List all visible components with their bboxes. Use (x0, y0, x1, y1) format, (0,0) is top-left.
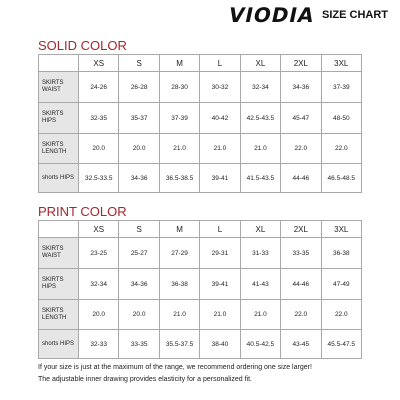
header-corner (39, 221, 79, 238)
table-cell: 30-32 (200, 72, 240, 103)
table-cell: 32-33 (79, 330, 119, 359)
table-cell: 46.5-48.5 (321, 164, 361, 193)
table-cell: 29-31 (200, 238, 240, 269)
solid-color-table (38, 54, 362, 193)
table-cell: 27-29 (159, 238, 199, 269)
table-cell: 33-35 (281, 238, 321, 269)
size-header: S (119, 55, 159, 72)
size-header: 3XL (321, 221, 361, 238)
size-header: L (200, 221, 240, 238)
table-cell: 20.0 (79, 300, 119, 330)
table-cell: 32-34 (79, 269, 119, 300)
table-cell: 43-45 (281, 330, 321, 359)
table-cell: 39-41 (200, 164, 240, 193)
table-row (39, 164, 362, 193)
table-cell: 22.0 (281, 134, 321, 164)
size-header: XL (240, 55, 280, 72)
table-cell: 21.0 (200, 134, 240, 164)
table-cell: 32-35 (79, 103, 119, 134)
table-cell: 32.5-33.5 (79, 164, 119, 193)
size-note (38, 362, 378, 386)
table-cell: 21.0 (200, 300, 240, 330)
table-cell: 35.5-37.5 (159, 330, 199, 359)
row-label: shorts HIPS (39, 164, 79, 193)
size-header: 2XL (281, 55, 321, 72)
size-header: L (200, 55, 240, 72)
table-cell: 24-26 (79, 72, 119, 103)
table-cell: 37-39 (159, 103, 199, 134)
table-cell: 25-27 (119, 238, 159, 269)
size-chart-label: SIZE CHART (322, 9, 388, 21)
table-cell: 35-37 (119, 103, 159, 134)
table-cell: 41-43 (240, 269, 280, 300)
table-cell: 22.0 (281, 300, 321, 330)
table-row (39, 72, 362, 103)
size-header: M (159, 221, 199, 238)
table-cell: 42.5-43.5 (240, 103, 280, 134)
table-cell: 45-47 (281, 103, 321, 134)
table-cell: 20.0 (119, 134, 159, 164)
row-label: SKIRTS LENGTH (39, 300, 79, 330)
table-cell: 20.0 (119, 300, 159, 330)
table-row (39, 269, 362, 300)
table-row (39, 330, 362, 359)
table-cell: 21.0 (159, 300, 199, 330)
table-cell: 41.5-43.5 (240, 164, 280, 193)
size-header: M (159, 55, 199, 72)
table-cell: 23-25 (79, 238, 119, 269)
table-row (39, 238, 362, 269)
table-cell: 36.5-38.5 (159, 164, 199, 193)
row-label: SKIRTS WAIST (39, 72, 79, 103)
table-cell: 40-42 (200, 103, 240, 134)
table-cell: 21.0 (159, 134, 199, 164)
table-cell: 22.0 (321, 134, 361, 164)
solid-color-title: SOLID COLOR (38, 38, 127, 53)
table-cell: 37-39 (321, 72, 361, 103)
table-row (39, 103, 362, 134)
size-note-line: If your size is just at the maximum of the range, we recommend ordering one size larger! (38, 364, 312, 371)
size-header: 2XL (281, 221, 321, 238)
table-cell: 34-36 (119, 269, 159, 300)
table-cell: 36-38 (321, 238, 361, 269)
size-note-line: The adjustable inner drawing provides elasticity for a personalized fit. (38, 376, 253, 383)
row-label: SKIRTS HIPS (39, 269, 79, 300)
table-cell: 39-41 (200, 269, 240, 300)
table-cell: 21.0 (240, 300, 280, 330)
row-label: SKIRTS HIPS (39, 103, 79, 134)
print-color-table (38, 220, 362, 359)
table-cell: 34-36 (281, 72, 321, 103)
table-row (39, 134, 362, 164)
table-cell: 44-46 (281, 164, 321, 193)
table-cell: 36-38 (159, 269, 199, 300)
table-header-row (39, 221, 362, 238)
row-label: SKIRTS LENGTH (39, 134, 79, 164)
header-corner (39, 55, 79, 72)
table-cell: 48-50 (321, 103, 361, 134)
header (225, 2, 388, 28)
table-cell: 40.5-42.5 (240, 330, 280, 359)
size-header: XS (79, 55, 119, 72)
table-cell: 32-34 (240, 72, 280, 103)
size-header: XS (79, 221, 119, 238)
size-header: 3XL (321, 55, 361, 72)
table-header-row (39, 55, 362, 72)
table-cell: 47-49 (321, 269, 361, 300)
size-header: S (119, 221, 159, 238)
table-cell: 38-40 (200, 330, 240, 359)
table-row (39, 300, 362, 330)
print-color-title: PRINT COLOR (38, 204, 127, 219)
size-header: XL (240, 221, 280, 238)
table-cell: 21.0 (240, 134, 280, 164)
table-cell: 22.0 (321, 300, 361, 330)
table-cell: 20.0 (79, 134, 119, 164)
row-label: SKIRTS WAIST (39, 238, 79, 269)
brand-logo: VIODIA (225, 3, 317, 27)
table-cell: 34-36 (119, 164, 159, 193)
row-label: shorts HIPS (39, 330, 79, 359)
table-cell: 28-30 (159, 72, 199, 103)
table-cell: 31-33 (240, 238, 280, 269)
table-cell: 33-35 (119, 330, 159, 359)
table-cell: 26-28 (119, 72, 159, 103)
table-cell: 44-46 (281, 269, 321, 300)
table-cell: 45.5-47.5 (321, 330, 361, 359)
